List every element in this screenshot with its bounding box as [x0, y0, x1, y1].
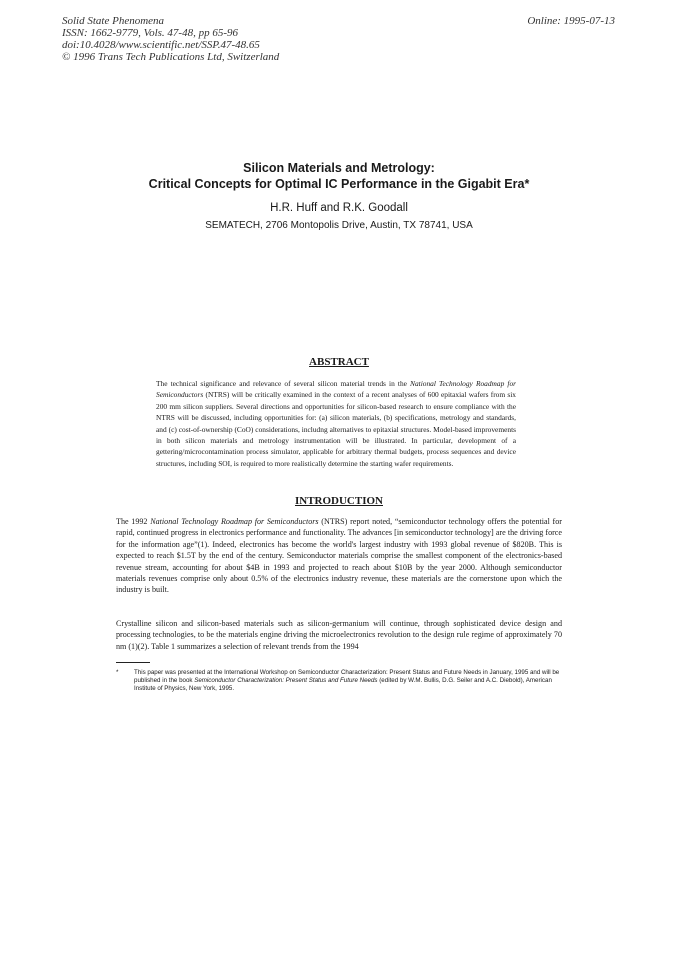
issn-line: ISSN: 1662-9779, Vols. 47-48, pp 65-96 [62, 27, 238, 39]
abstract-heading: ABSTRACT [309, 356, 369, 368]
abstract-text-part-1: The technical significance and relevance of several silicon material trends in the [156, 379, 411, 388]
intro-p1-part-1: The 1992 [116, 517, 151, 526]
abstract-text-italic: National Technology Roadmap for Semiconductors [156, 379, 517, 400]
journal-header [62, 15, 279, 63]
footnote [116, 669, 562, 693]
abstract-text [156, 378, 516, 469]
authors: H.R. Huff and R.K. Goodall [270, 202, 408, 214]
footnote-text [134, 669, 562, 693]
intro-paragraph-1 [116, 516, 562, 596]
intro-paragraph-2: Crystalline silicon and silicon-based materials such as silicon-germanium will continue, through sophisticated device design and processing technologies, to be the materials engine driving the microelectronics revolution to the design rule regime of approximately 70 nm (1)(2). Table 1 summarizes a selection of relevant trends from the 1994 [116, 619, 562, 651]
paper-title-line-1: Silicon Materials and Metrology: [243, 161, 435, 175]
intro-p1-italic: National Technology Roadmap for Semiconductors [150, 517, 319, 526]
footnote-part-2: (edited by W.M. Bullis, D.G. Seiler and A.C. Diebold), American Institute of Physics, New York, 1995. [134, 677, 552, 692]
paper-title-line-2: Critical Concepts for Optimal IC Performance in the Gigabit Era* [148, 177, 530, 191]
online-date: Online: 1995-07-13 [527, 15, 615, 27]
doi-line[interactable]: doi:10.4028/www.scientific.net/SSP.47-48.65 [62, 39, 260, 51]
journal-name: Solid State Phenomena [62, 15, 165, 27]
title-block [0, 160, 678, 233]
footnote-rule [116, 662, 150, 663]
introduction-heading: INTRODUCTION [294, 495, 383, 507]
footnote-mark: * [116, 669, 119, 676]
copyright-line: © 1996 Trans Tech Publications Ltd, Switzerland [62, 51, 280, 63]
abstract-text-part-2: (NTRS) will be critically examined in the context of a recent analyses of 600 epitaxial wafers from six 200 mm silicon suppliers. Several directions and opportunities for silicon-based research to ensure compliance with the NTRS will be discussed, including opportunities for: (a) silicon materials, (b) specifications, metrology and standards, and (c) cost-of-ownership (CoO) considerations, includng alternatives to epitaxial structures. Model-based improvements in both silicon materials and metrology instrumentation will be illustrated. In particular, development of a gettering/microcontamination process simulator, applicable for arbitrary thermal budgets, process sequences and device structures, including SOI, is required to more realistically determine the starting wafer requirements. [156, 390, 516, 468]
intro-p1-part-2: (NTRS) report noted, “semiconductor technology offers the potential for rapid, continued progress in electronics performance and functionality. The advances [in semiconductor technology] are the driving force for the information age”(1). Indeed, electronics has become the world's largest industry with 1993 global revenue of $820B. This is expected to reach $1.5T by the end of the century. Semiconductor materials comprise the smallest component of the electronics-based revenue stream, accounting for about $4B in 1993 and projected to reach about $10B by the year 2000. Although semiconductor materials revenues comprise only about 0.5% of the electronics industry revenue, these materials are the cornerstone upon which the industry is built. [116, 517, 562, 595]
affiliation: SEMATECH, 2706 Montopolis Drive, Austin, TX 78741, USA [205, 220, 473, 231]
footnote-italic: Semiconductor Characterization: Present Status and Future Needs [194, 677, 378, 684]
footnote-part-1: This paper was presented at the International Workshop on Semiconductor Characterization: Present Status and Future Needs in January, 1995 and will be published in the book [134, 669, 560, 684]
